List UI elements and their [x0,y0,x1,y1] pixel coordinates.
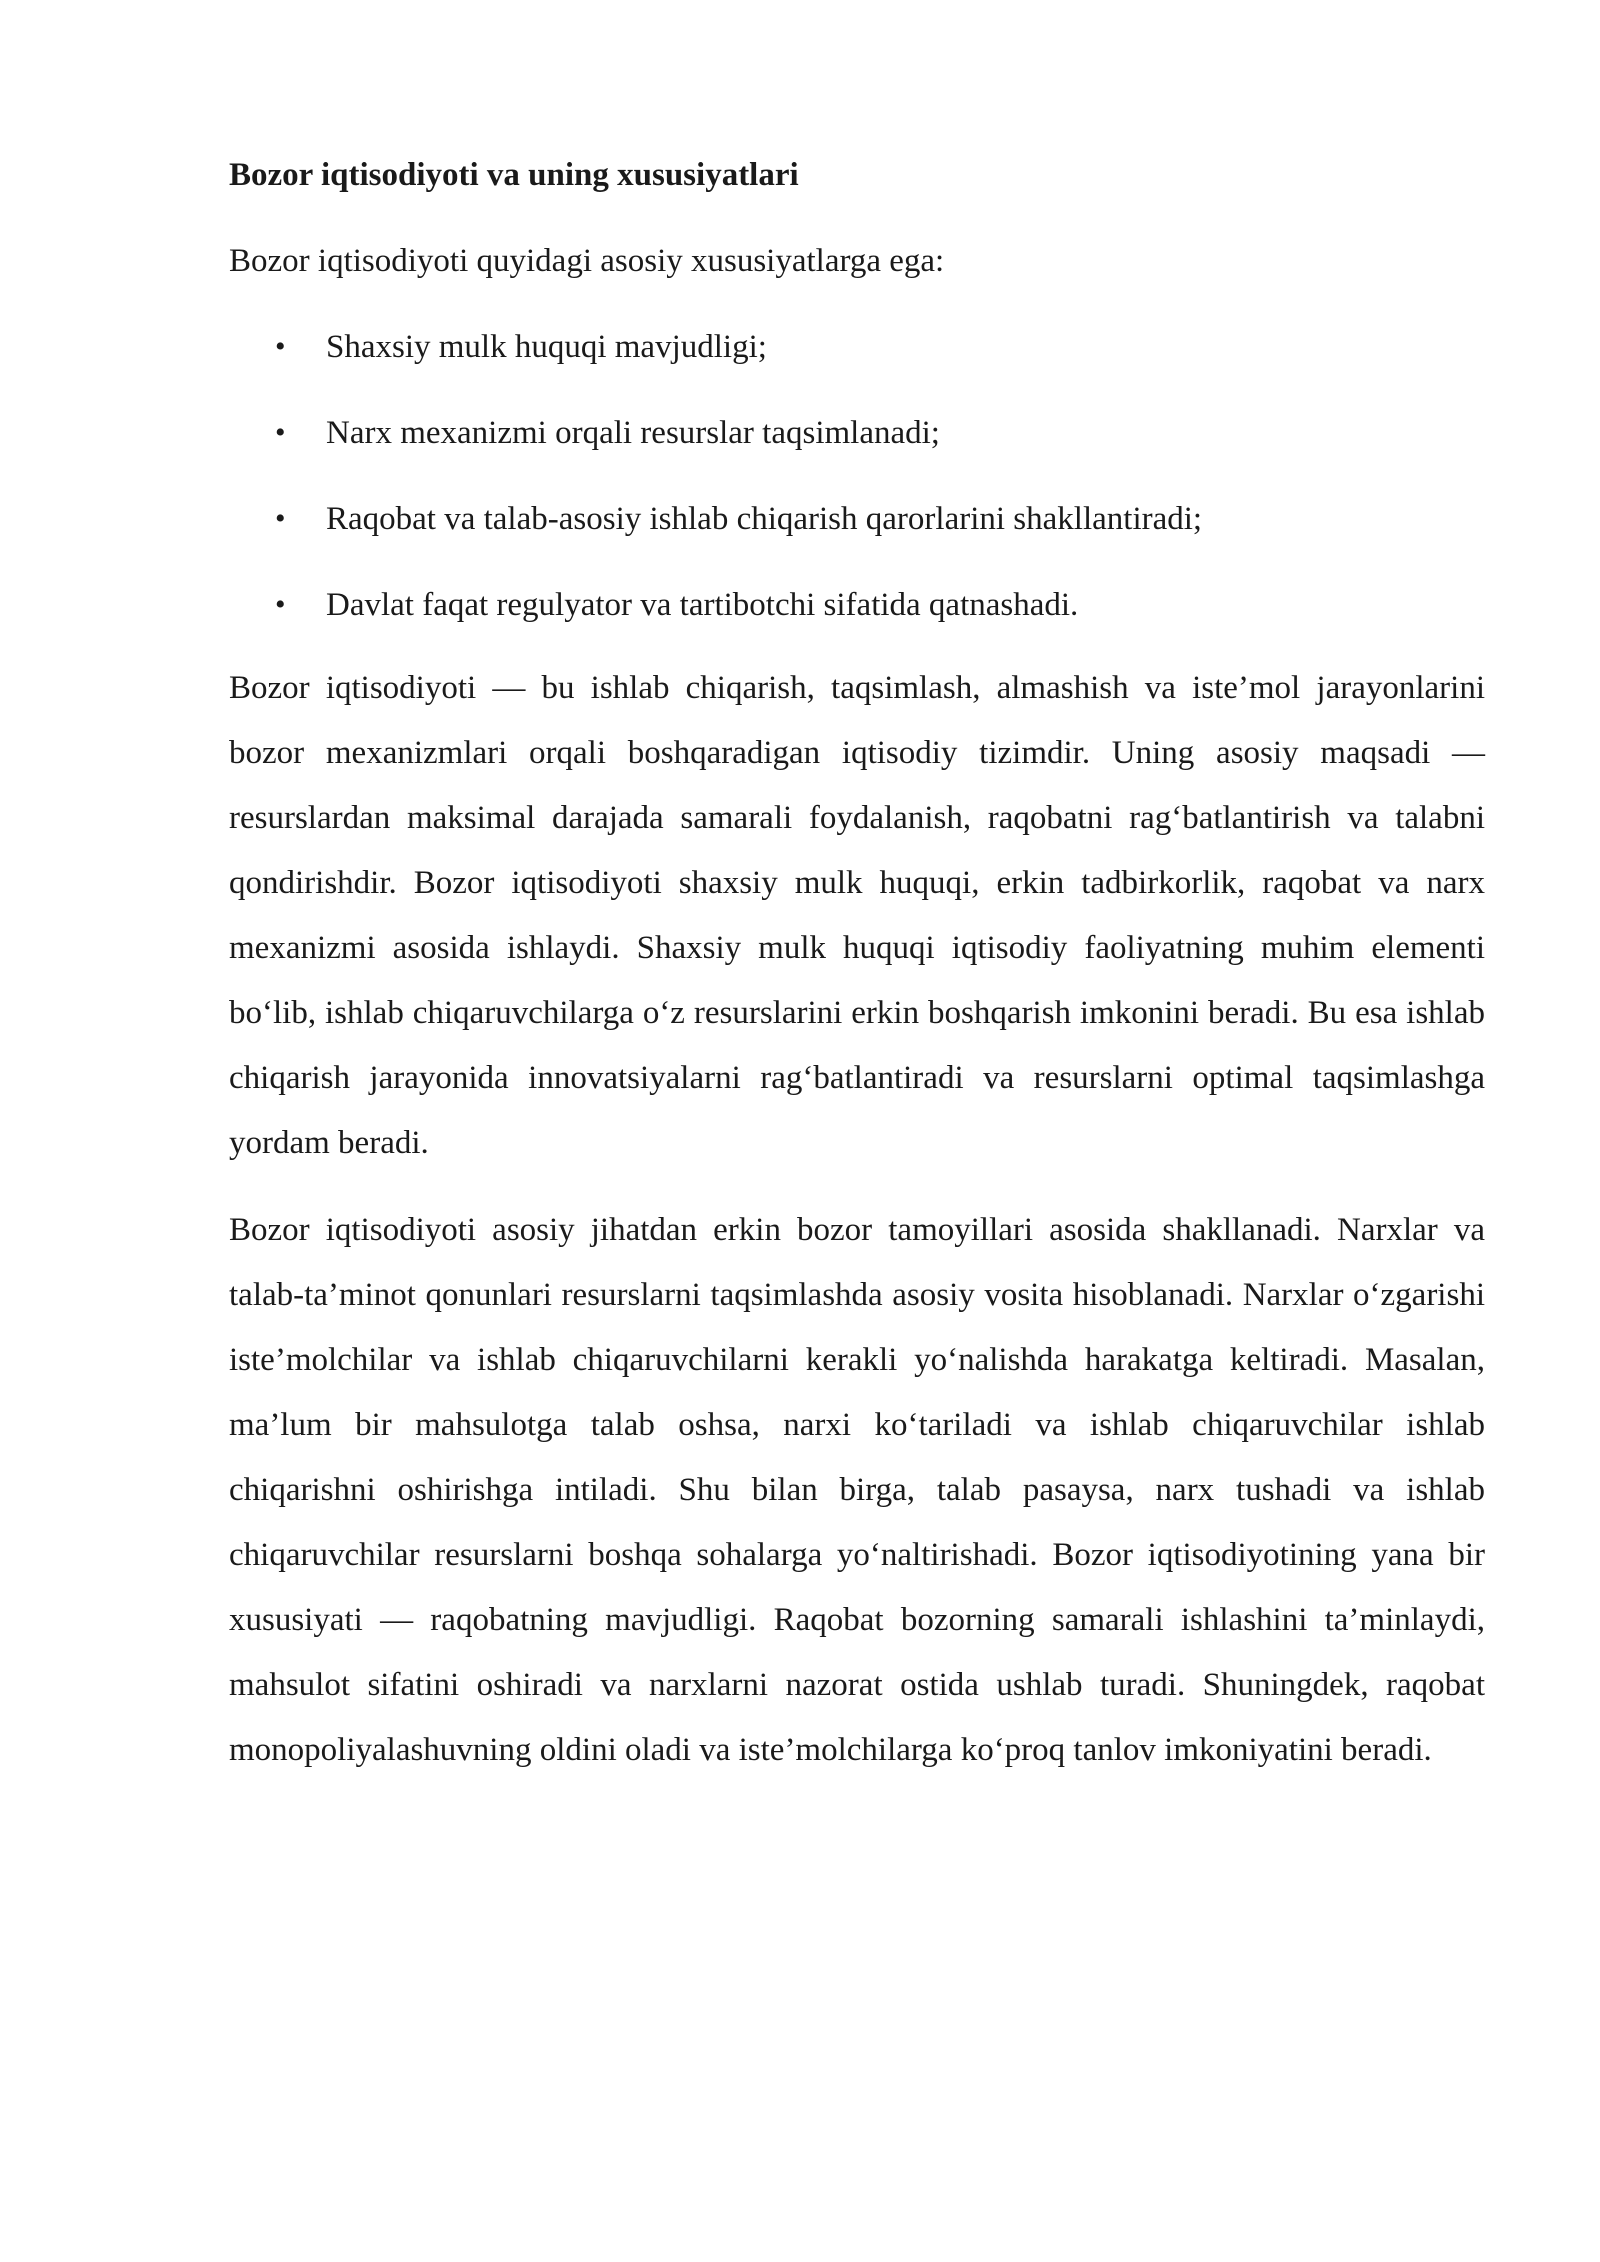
list-item [229,404,1485,462]
list-item-text: Narx mexanizmi orqali resurslar taqsimlanadi; [326,415,940,451]
bullet-icon: • [275,588,286,621]
body-paragraph-1: Bozor iqtisodiyoti — bu ishlab chiqarish, taqsimlash, almashish va iste’mol jarayonlarini bozor mexanizmlari orqali boshqaradigan iqtisodiy tizimdir. Uning asosiy maqsadi — resurslardan maksimal darajada samarali foydalanish, raqobatni rag‘batlantirish va talabni qondirishdir. Bozor iqtisodiyoti shaxsiy mulk huquqi, erkin tadbirkorlik, raqobat va narx mexanizmi asosida ishlaydi. Shaxsiy mulk huquqi iqtisodiy faoliyatning muhim elementi bo‘lib, ishlab chiqaruvchilarga o‘z resurslarini erkin boshqarish imkonini beradi. Bu esa ishlab chiqarish jarayonida innovatsiyalarni rag‘batlantiradi va resurslarni optimal taqsimlashga yordam beradi. [229,670,1485,1161]
document-body [229,146,1485,1805]
bullet-icon: • [275,502,286,535]
body-paragraph-2: Bozor iqtisodiyoti asosiy jihatdan erkin bozor tamoyillari asosida shakllanadi. Narxlar va talab-ta’minot qonunlari resurslarni taqsimlashda asosiy vosita hisoblanadi. Narxlar o‘zgarishi iste’molchilar va ishlab chiqaruvchilarni kerakli yo‘nalishda harakatga keltiradi. Masalan, ma’lum bir mahsulotga talab oshsa, narxi ko‘tariladi va ishlab chiqaruvchilar ishlab chiqarishni oshirishga intiladi. Shu bilan birga, talab pasaysa, narx tushadi va ishlab chiqaruvchilar resurslarni boshqa sohalarga yo‘naltirishadi. Bozor iqtisodiyotining yana bir xususiyati — raqobatning mavjudligi. Raqobat bozorning samarali ishlashini ta’minlaydi, mahsulot sifatini oshiradi va narxlarni nazorat ostida ushlab turadi. Shuningdek, raqobat monopoliyalashuvning oldini oladi va iste’molchilarga ko‘proq tanlov imkoniyatini beradi. [229,1212,1485,1768]
intro-paragraph: Bozor iqtisodiyoti quyidagi asosiy xususiyatlarga ega: [229,243,945,279]
list-item-text: Shaxsiy mulk huquqi mavjudligi; [326,329,767,365]
list-item-text: Raqobat va talab-asosiy ishlab chiqarish qarorlarini shakllantiradi; [326,501,1203,537]
document-title: Bozor iqtisodiyoti va uning xususiyatlari [229,157,799,193]
bullet-icon: • [275,416,286,449]
bullet-icon: • [275,330,286,363]
list-item [229,576,1485,634]
list-item-text: Davlat faqat regulyator va tartibotchi sifatida qatnashadi. [326,587,1079,623]
list-item [229,318,1485,376]
feature-list [229,318,1485,634]
list-item [229,490,1485,548]
